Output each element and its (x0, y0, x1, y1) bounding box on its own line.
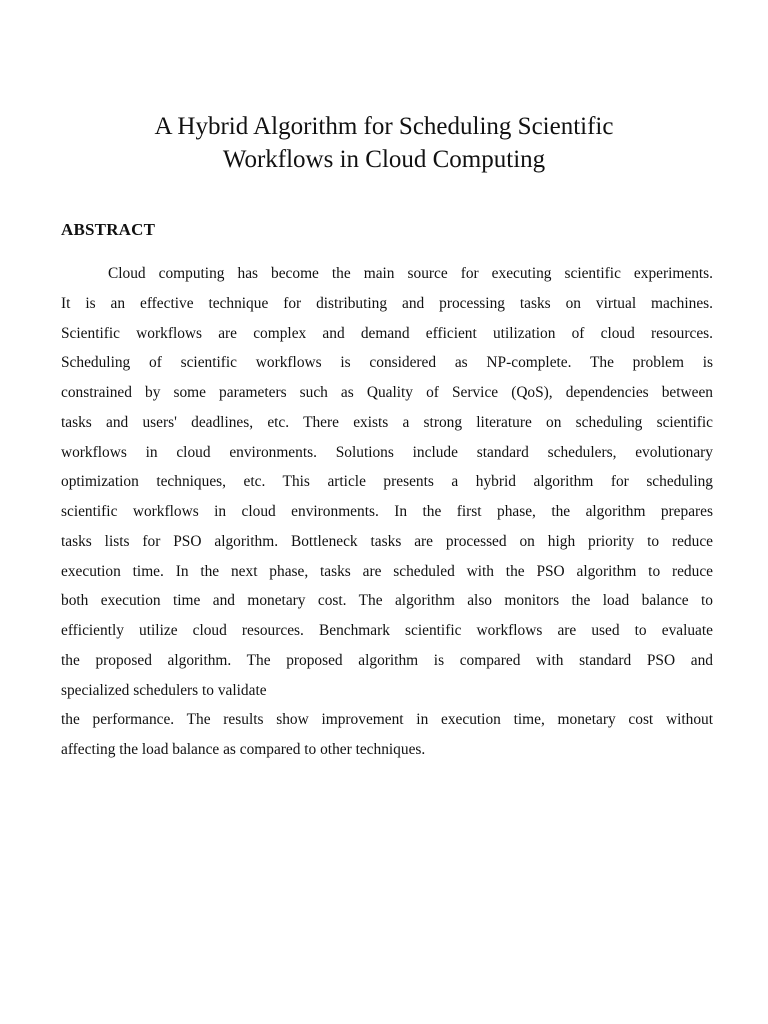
abstract-line: Scientific workflows are complex and demand efficient utilization of cloud resources. (61, 324, 713, 342)
abstract-line: optimization techniques, etc. This article presents a hybrid algorithm for scheduling (61, 473, 713, 491)
abstract-line: scientific workflows in cloud environments. In the first phase, the algorithm prepares (61, 503, 713, 520)
abstract-line: workflows in cloud environments. Solutions include standard schedulers, evolutionary (61, 443, 713, 461)
abstract-body (61, 259, 713, 765)
abstract-line: affecting the load balance as compared to other techniques. (61, 741, 426, 758)
abstract-line: efficiently utilize cloud resources. Benchmark scientific workflows are used to evaluate (61, 622, 713, 639)
abstract-line: execution time. In the next phase, tasks are scheduled with the PSO algorithm to reduce (61, 562, 713, 580)
title-line-1: A Hybrid Algorithm for Scheduling Scientific (154, 113, 614, 140)
abstract-line: tasks and users' deadlines, etc. There exists a strong literature on scheduling scientific (61, 413, 713, 431)
abstract-line: It is an effective technique for distributing and processing tasks on virtual machines. (61, 294, 713, 312)
title-line-2: Workflows in Cloud Computing (222, 146, 546, 173)
abstract-line: specialized schedulers to validate (61, 681, 267, 699)
abstract-line: tasks lists for PSO algorithm. Bottleneck tasks are processed on high priority to reduce (61, 532, 713, 550)
abstract-line: constrained by some parameters such as Quality of Service (QoS), dependencies between (61, 384, 713, 401)
abstract-line: the proposed algorithm. The proposed algorithm is compared with standard PSO and (61, 651, 713, 669)
abstract-line: both execution time and monetary cost. The algorithm also monitors the load balance to (61, 592, 713, 610)
abstract-line: Scheduling of scientific workflows is considered as NP-complete. The problem is (61, 354, 713, 372)
abstract-line: the performance. The results show improvement in execution time, monetary cost without (61, 711, 713, 729)
abstract-line: Cloud computing has become the main source for executing scientific experiments. (108, 265, 713, 282)
abstract-heading: ABSTRACT (61, 220, 156, 239)
paper-title (0, 110, 768, 176)
